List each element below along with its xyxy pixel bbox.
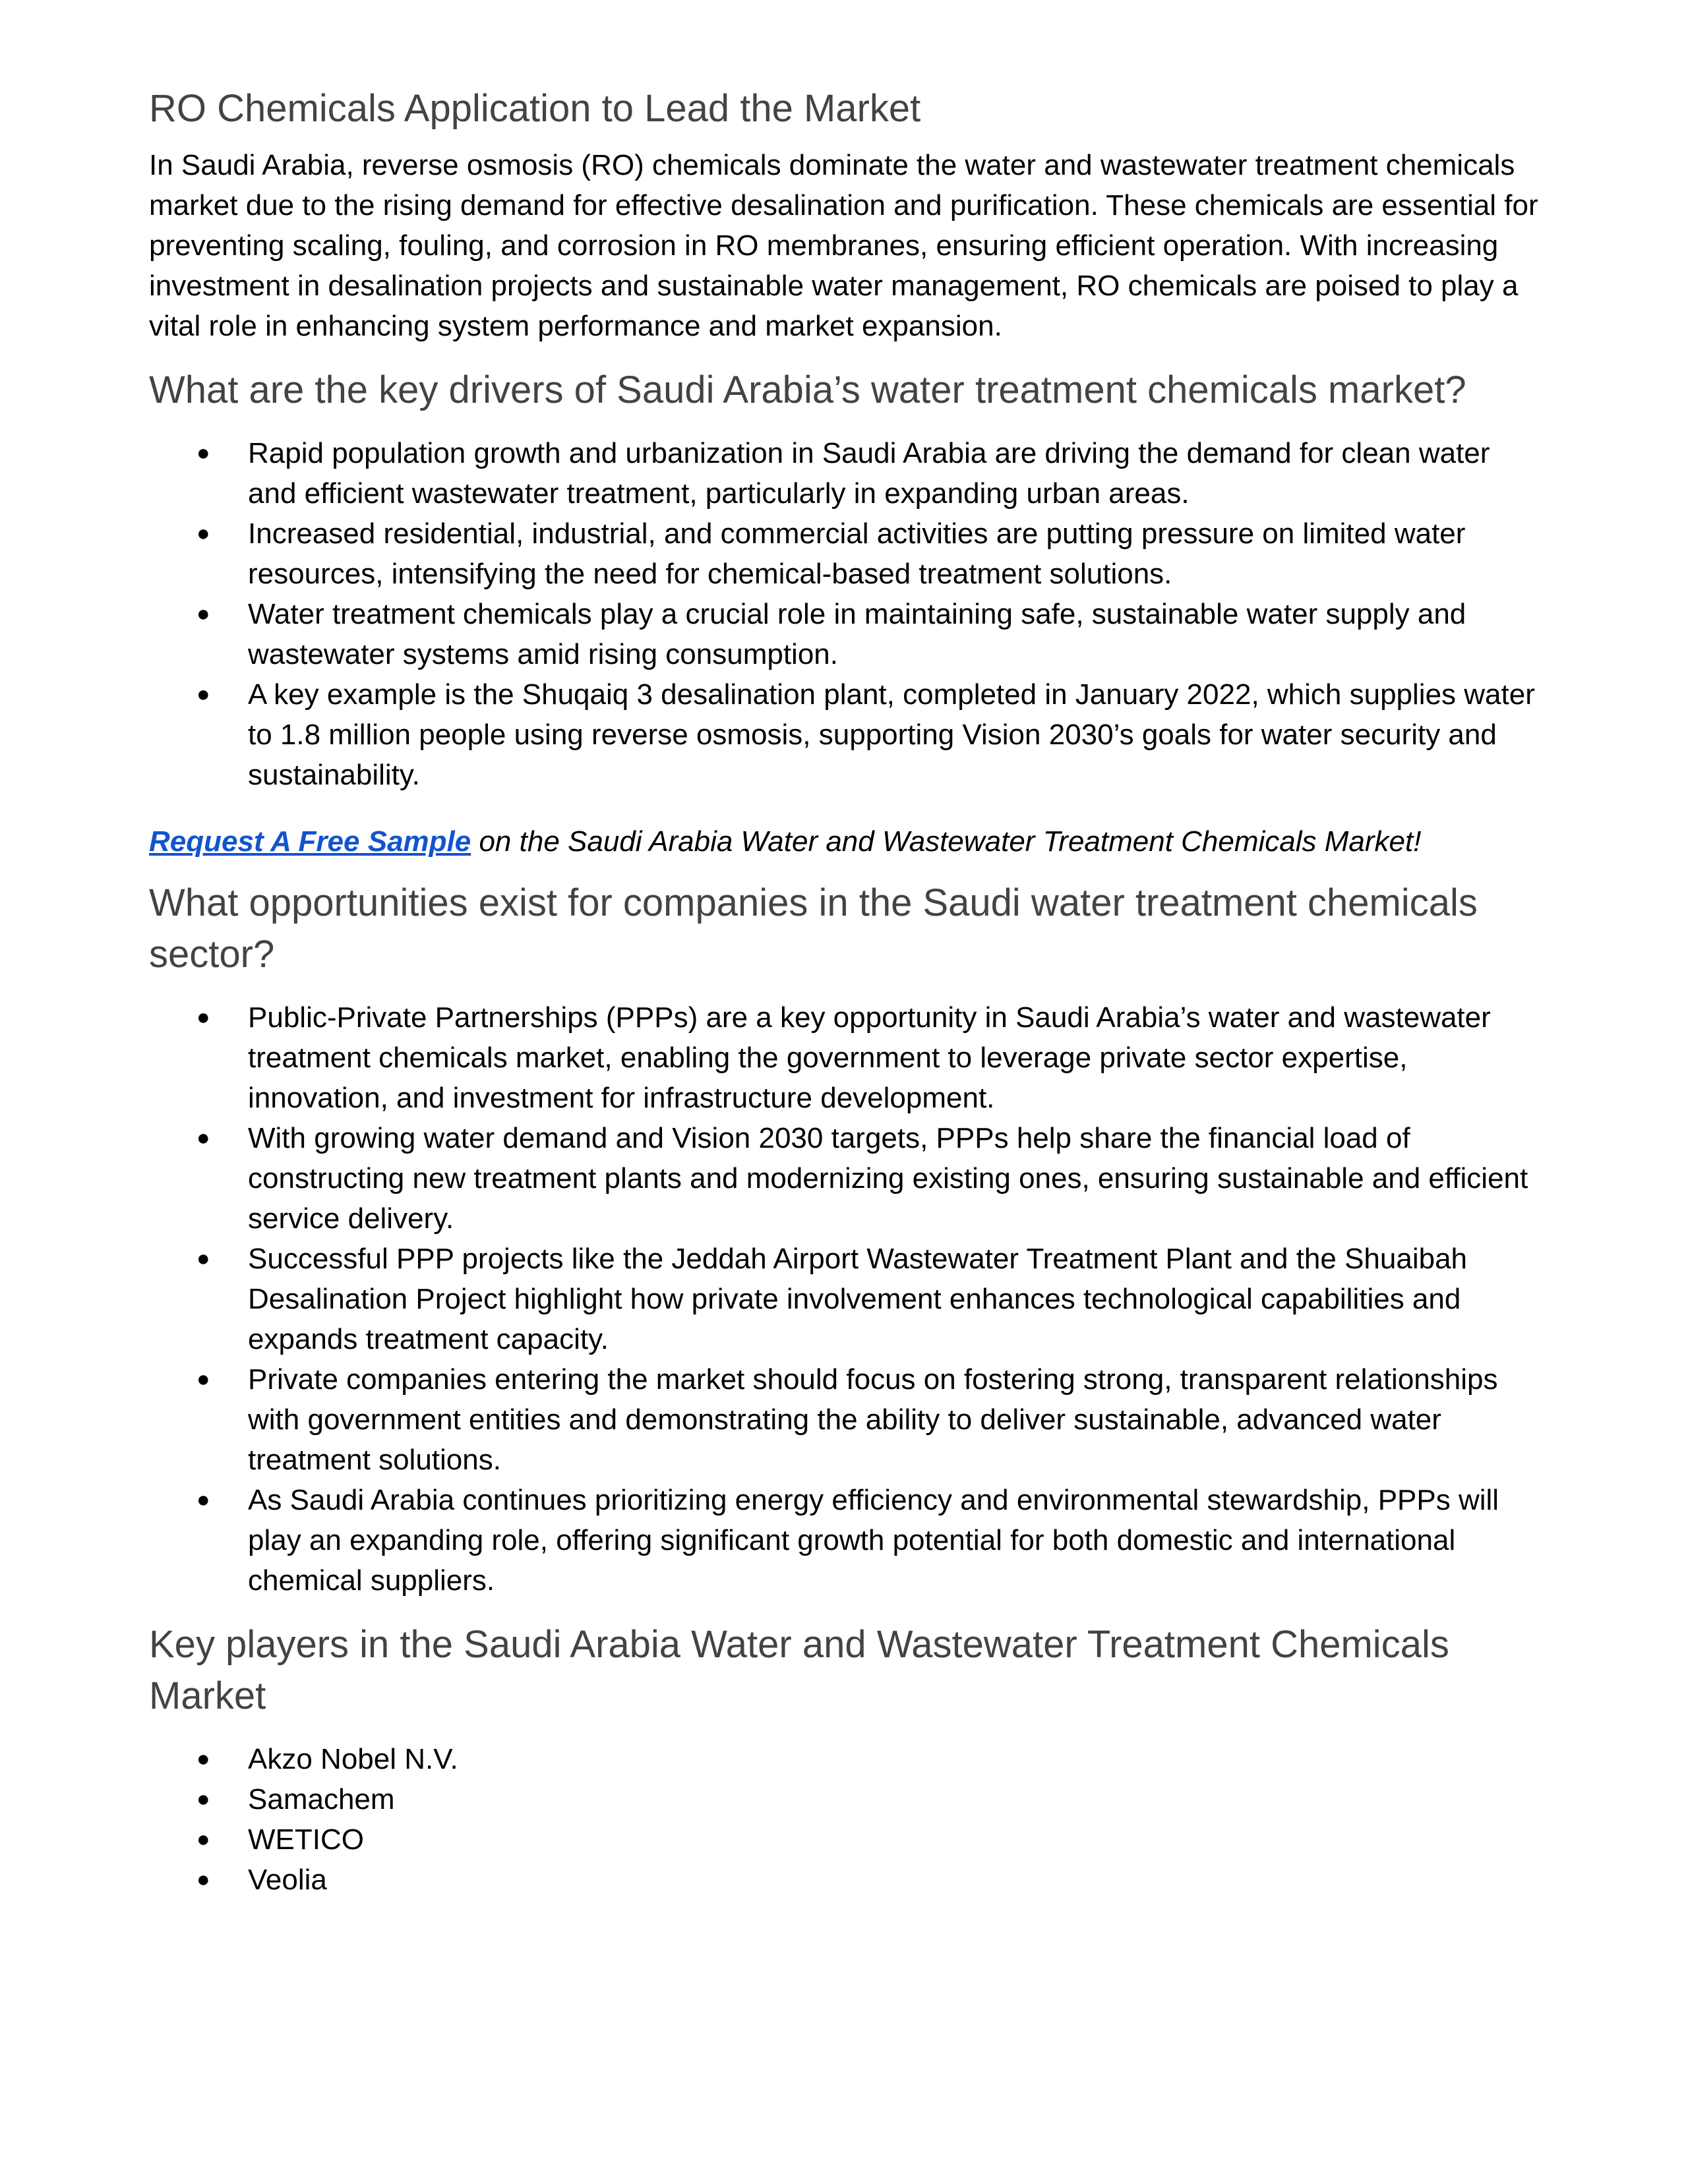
list-item-text: Akzo Nobel N.V. — [248, 1743, 458, 1775]
list-item-text: WETICO — [248, 1823, 364, 1856]
bullet-icon: ● — [196, 440, 210, 465]
list-item-text: Samachem — [248, 1783, 395, 1815]
list-item — [149, 674, 1540, 795]
request-sample-link[interactable]: Request A Free Sample — [149, 825, 471, 858]
bullet-icon: ● — [196, 1246, 210, 1271]
list-item — [149, 1739, 1540, 1779]
list-item-text: With growing water demand and Vision 2030 targets, PPPs help share the financial load of constructing new treatment plants and modernizing existing ones, ensuring sustainable and efficient service delivery. — [248, 1122, 1528, 1235]
list-item — [149, 514, 1540, 594]
list-item-text: Successful PPP projects like the Jeddah Airport Wastewater Treatment Plant and the Shuaibah Desalination Project highlight how private involvement enhances technological capabilities and expands treatment capacity. — [248, 1243, 1468, 1355]
bullet-icon: ● — [196, 1827, 210, 1852]
list-item — [149, 1118, 1540, 1239]
bullet-icon: ● — [196, 1125, 210, 1150]
list-item-text: A key example is the Shuqaiq 3 desalination plant, completed in January 2022, which supplies water to 1.8 million people using reverse osmosis, supporting Vision 2030’s goals for water security and sustainability. — [248, 678, 1535, 791]
list-item-text: Rapid population growth and urbanization in Saudi Arabia are driving the demand for clean water and efficient wastewater treatment, particularly in expanding urban areas. — [248, 437, 1490, 510]
list-item-text: Veolia — [248, 1864, 327, 1896]
heading-ro-chemicals: RO Chemicals Application to Lead the Market — [149, 87, 921, 130]
bullet-icon: ● — [196, 682, 210, 707]
bullet-icon: ● — [196, 521, 210, 546]
heading-opportunities: What opportunities exist for companies in the Saudi water treatment chemicals sector? — [149, 881, 1478, 976]
list-item — [149, 433, 1540, 514]
list-item — [149, 1819, 1540, 1860]
sample-request-text: on the Saudi Arabia Water and Wastewater Treatment Chemicals Market! — [471, 825, 1422, 858]
sample-request-line — [149, 821, 1540, 862]
list-item — [149, 1480, 1540, 1601]
heading-key-drivers: What are the key drivers of Saudi Arabia’s water treatment chemicals market? — [149, 369, 1466, 411]
list-item — [149, 1239, 1540, 1359]
list-item — [149, 1860, 1540, 1900]
bullet-icon: ● — [196, 1867, 210, 1892]
list-key-players — [149, 1739, 1540, 1900]
list-key-drivers — [149, 433, 1540, 795]
bullet-icon: ● — [196, 1746, 210, 1771]
list-item-text: Public-Private Partnerships (PPPs) are a key opportunity in Saudi Arabia’s water and wastewater treatment chemicals market, enabling the government to leverage private sector expertise, innovation, and investment for infrastructure development. — [248, 1001, 1491, 1114]
list-item-text: Increased residential, industrial, and commercial activities are putting pressure on limited water resources, intensifying the need for chemical-based treatment solutions. — [248, 517, 1466, 590]
bullet-icon: ● — [196, 1487, 210, 1512]
heading-key-players: Key players in the Saudi Arabia Water and Wastewater Treatment Chemicals Market — [149, 1623, 1449, 1717]
list-item-text: Private companies entering the market should focus on fostering strong, transparent relationships with government entities and demonstrating the ability to deliver sustainable, advanced water treatment solutions. — [248, 1363, 1498, 1476]
list-item — [149, 997, 1540, 1118]
list-item — [149, 1779, 1540, 1819]
bullet-icon: ● — [196, 1786, 210, 1812]
list-item — [149, 594, 1540, 674]
document-page — [149, 0, 1540, 1900]
list-opportunities — [149, 997, 1540, 1601]
paragraph-ro-chemicals: In Saudi Arabia, reverse osmosis (RO) chemicals dominate the water and wastewater treatment chemicals market due to the rising demand for effective desalination and purification. These chemicals are essential for preventing scaling, fouling, and corrosion in RO membranes, ensuring efficient operation. With increasing investment in desalination projects and sustainable water management, RO chemicals are poised to play a vital role in enhancing system performance and market expansion. — [149, 149, 1538, 342]
bullet-icon: ● — [196, 601, 210, 626]
list-item-text: Water treatment chemicals play a crucial role in maintaining safe, sustainable water supply and wastewater systems amid rising consumption. — [248, 598, 1466, 670]
bullet-icon: ● — [196, 1367, 210, 1392]
list-item — [149, 1359, 1540, 1480]
list-item-text: As Saudi Arabia continues prioritizing energy efficiency and environmental stewardship, PPPs will play an expanding role, offering significant growth potential for both domestic and international chemical suppliers. — [248, 1484, 1499, 1597]
bullet-icon: ● — [196, 1005, 210, 1030]
